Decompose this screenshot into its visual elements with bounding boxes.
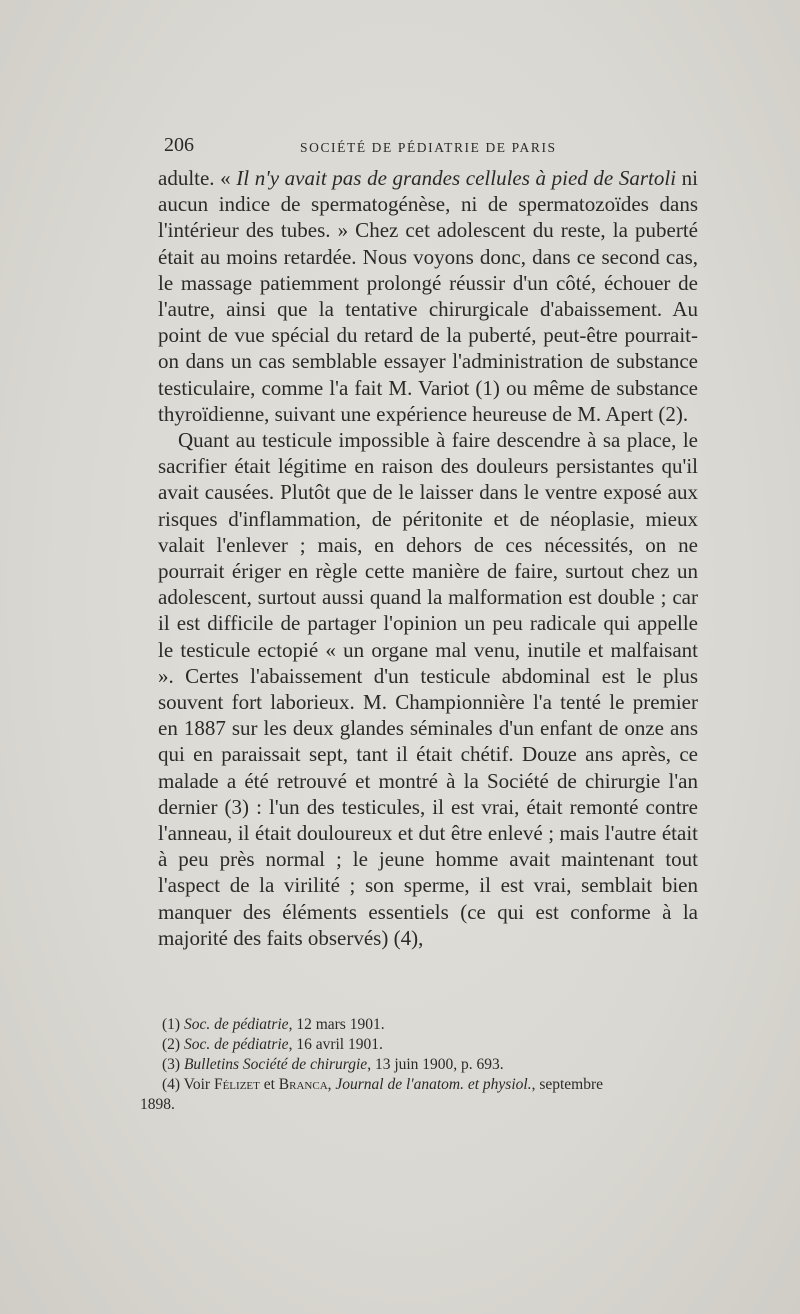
quoted-finding: Il n'y avait pas de grandes cellules à pied de Sartoli: [236, 166, 677, 190]
page-header: [158, 134, 698, 164]
page-number: 206: [164, 134, 194, 156]
body-text: [158, 165, 698, 951]
paragraph-1: adulte. « Il n'y avait pas de grandes cellules à pied de Sartoli ni aucun indice de spermatogénèse, ni de spermatozoïdes dans l'intérieur des tubes. » Chez cet adolescent du reste, la puberté était au moins retardée. Nous voyons donc, dans ce second cas, le massage patiemment prolongé réussir d'un côté, échouer de l'autre, ainsi que la tentative chirurgicale d'abaissement. Au point de vue spécial du retard de la puberté, peut-être pourrait-on dans un cas semblable essayer l'administration de substance testiculaire, comme l'a fait M. Variot (1) ou même de substance thyroïdienne, suivant une expérience heureuse de M. Apert (2).: [158, 166, 698, 426]
footnote-1: (1) Soc. de pédiatrie, 12 mars 1901.: [162, 1016, 385, 1033]
running-head: SOCIÉTÉ DE PÉDIATRIE DE PARIS: [300, 140, 557, 155]
paragraph-2: Quant au testicule impossible à faire descendre à sa place, le sacrifier était légitime en raison des douleurs persistantes qu'il avait causées. Plutôt que de le laisser dans le ventre exposé aux risques d'inflammation, de péritonite et de néoplasie, mieux valait l'enlever ; mais, en dehors de ces nécessités, on ne pourrait ériger en règle cette manière de faire, surtout chez un adolescent, surtout aussi quand la malformation est double ; car il est difficile de partager l'opinion un peu radicale qui appelle le testicule ectopié « un organe mal venu, inutile et malfaisant ». Certes l'abaissement d'un testicule abdominal est le plus souvent fort laborieux. M. Championnière l'a tenté le premier en 1887 sur les deux glandes séminales d'un enfant de onze ans qui en paraissait sept, tant il était chétif. Douze ans après, ce malade a été retrouvé et montré à la Société de chirurgie l'an dernier (3) : l'un des testicules, il est vrai, était remonté contre l'anneau, il était douloureux et dut être enlevé ; mais l'autre était à peu près normal ; le jeune homme avait maintenant tout l'aspect de la virilité ; son sperme, il est vrai, semblait bien manquer des éléments essentiels (ce qui est conforme à la majorité des faits observés) (4),: [158, 428, 698, 950]
footnote-4-continuation: 1898.: [140, 1096, 175, 1113]
footnotes: [140, 1015, 700, 1115]
footnote-3: (3) Bulletins Société de chirurgie, 13 juin 1900, p. 693.: [162, 1056, 504, 1073]
footnote-4: (4) Voir Félizet et Branca, Journal de l'anatom. et physiol., septembre: [162, 1076, 604, 1093]
footnote-2: (2) Soc. de pédiatrie, 16 avril 1901.: [162, 1036, 383, 1053]
